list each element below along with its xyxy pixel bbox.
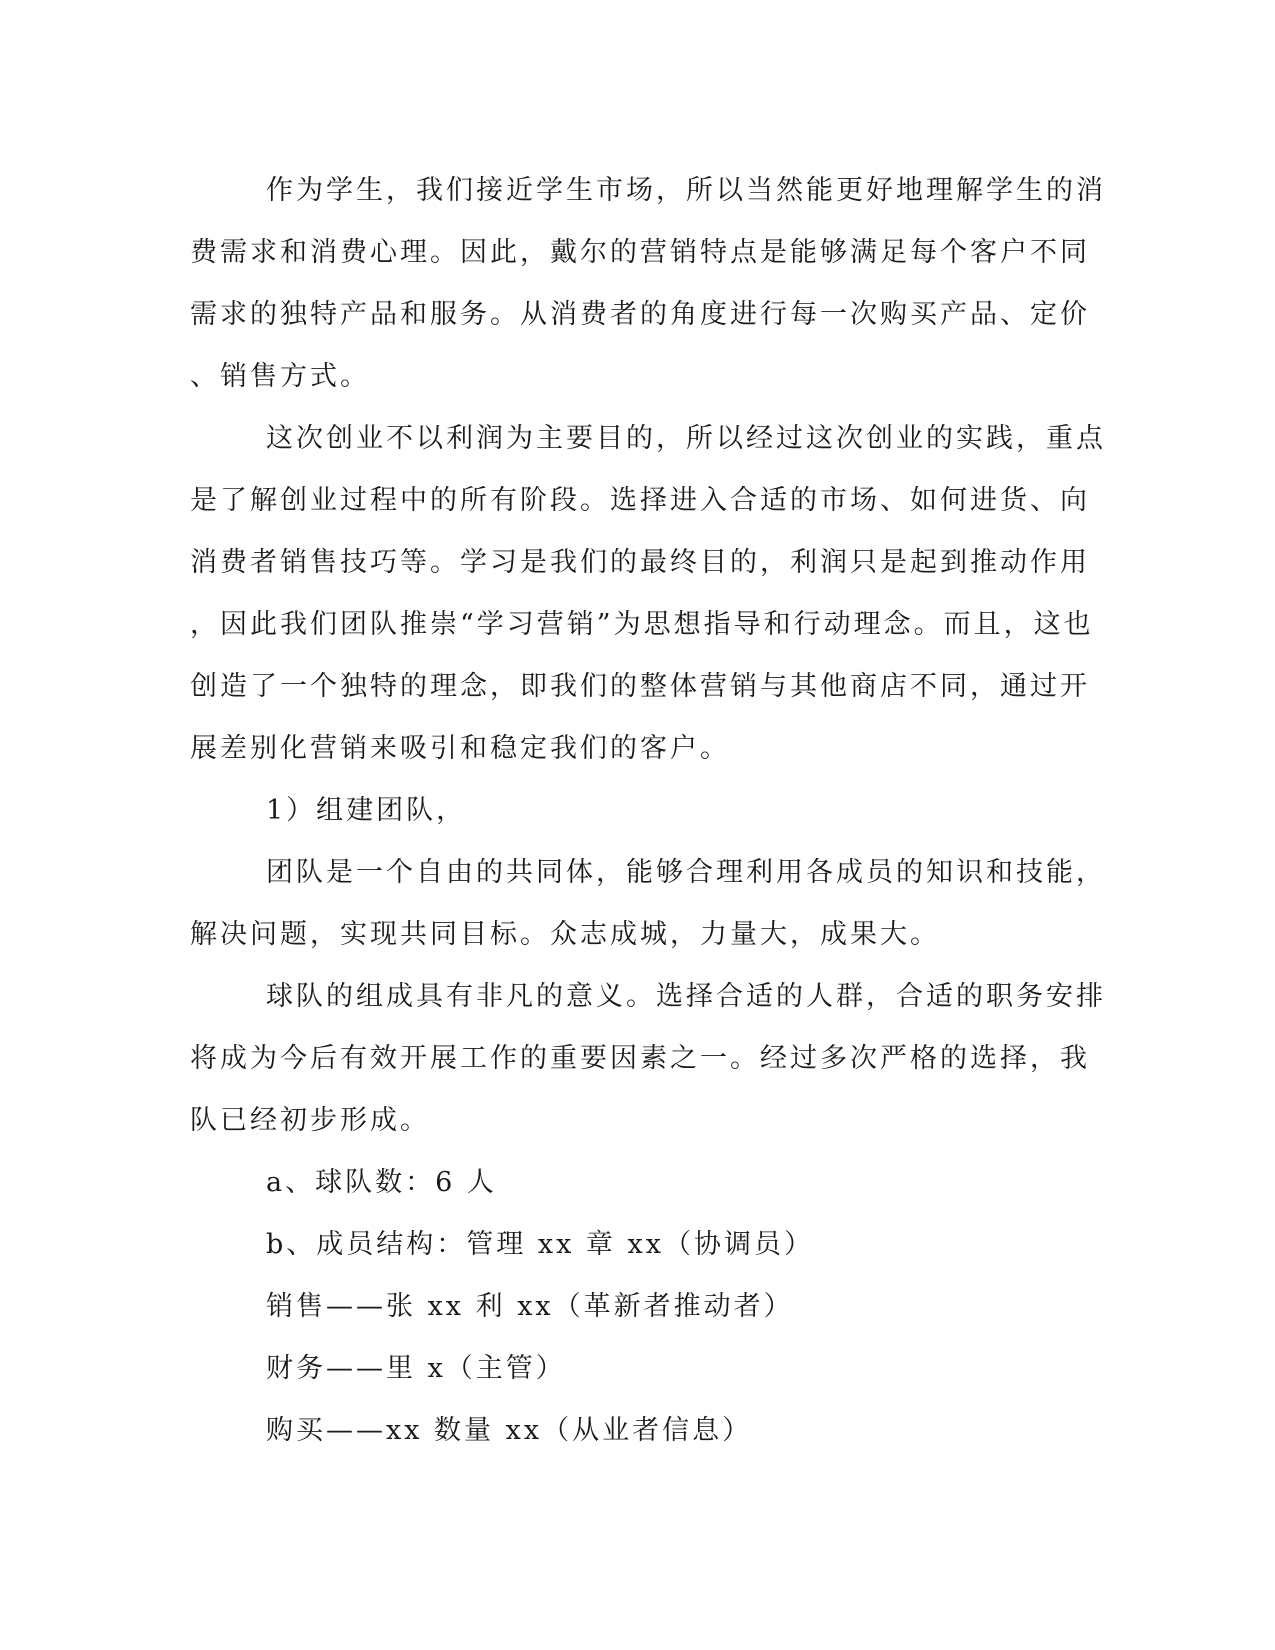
document-body (190, 160, 1106, 1462)
text-line: 团队是一个自由的共同体，能够合理利用各成员的知识和技能， (266, 857, 1106, 888)
paragraph-team-definition (190, 842, 1106, 966)
text-line: 作为学生，我们接近学生市场，所以当然能更好地理解学生的消 (266, 175, 1106, 206)
section-heading-build-team (190, 780, 1080, 842)
paragraph-team-composition (190, 966, 1106, 1152)
list-item: 财务——里 x（主管） (266, 1353, 566, 1384)
paragraph-learning-marketing (190, 408, 1106, 780)
list-item: 销售——张 xx 利 xx（革新者推动者） (266, 1291, 794, 1322)
list-item: a、球队数：6 人 (266, 1167, 497, 1198)
text-line: 需求的独特产品和服务。从消费者的角度进行每一次购买产品、定价 (190, 299, 1090, 330)
list-item: 购买——xx 数量 xx（从业者信息） (266, 1415, 753, 1446)
text-line: 展差别化营销来吸引和稳定我们的客户。 (190, 733, 730, 764)
text-line: 、销售方式。 (190, 361, 370, 392)
text-line: ，因此我们团队推崇“学习营销”为思想指导和行动理念。而且，这也 (190, 609, 1094, 640)
text-line: 解决问题，实现共同目标。众志成城，力量大，成果大。 (190, 919, 940, 950)
team-member-list (190, 1152, 1080, 1462)
text-line: 这次创业不以利润为主要目的，所以经过这次创业的实践，重点 (266, 423, 1106, 454)
text-line: 1）组建团队， (266, 795, 467, 826)
paragraph-student-market (190, 160, 1106, 408)
text-line: 球队的组成具有非凡的意义。选择合适的人群，合适的职务安排 (266, 981, 1106, 1012)
text-line: 将成为今后有效开展工作的重要因素之一。经过多次严格的选择，我 (190, 1043, 1090, 1074)
list-item: b、成员结构：管理 xx 章 xx（协调员） (266, 1229, 814, 1260)
text-line: 是了解创业过程中的所有阶段。选择进入合适的市场、如何进货、向 (190, 485, 1090, 516)
text-line: 队已经初步形成。 (190, 1105, 430, 1136)
text-line: 消费者销售技巧等。学习是我们的最终目的，利润只是起到推动作用 (190, 547, 1090, 578)
text-line: 费需求和消费心理。因此，戴尔的营销特点是能够满足每个客户不同 (190, 237, 1090, 268)
text-line: 创造了一个独特的理念，即我们的整体营销与其他商店不同，通过开 (190, 671, 1090, 702)
